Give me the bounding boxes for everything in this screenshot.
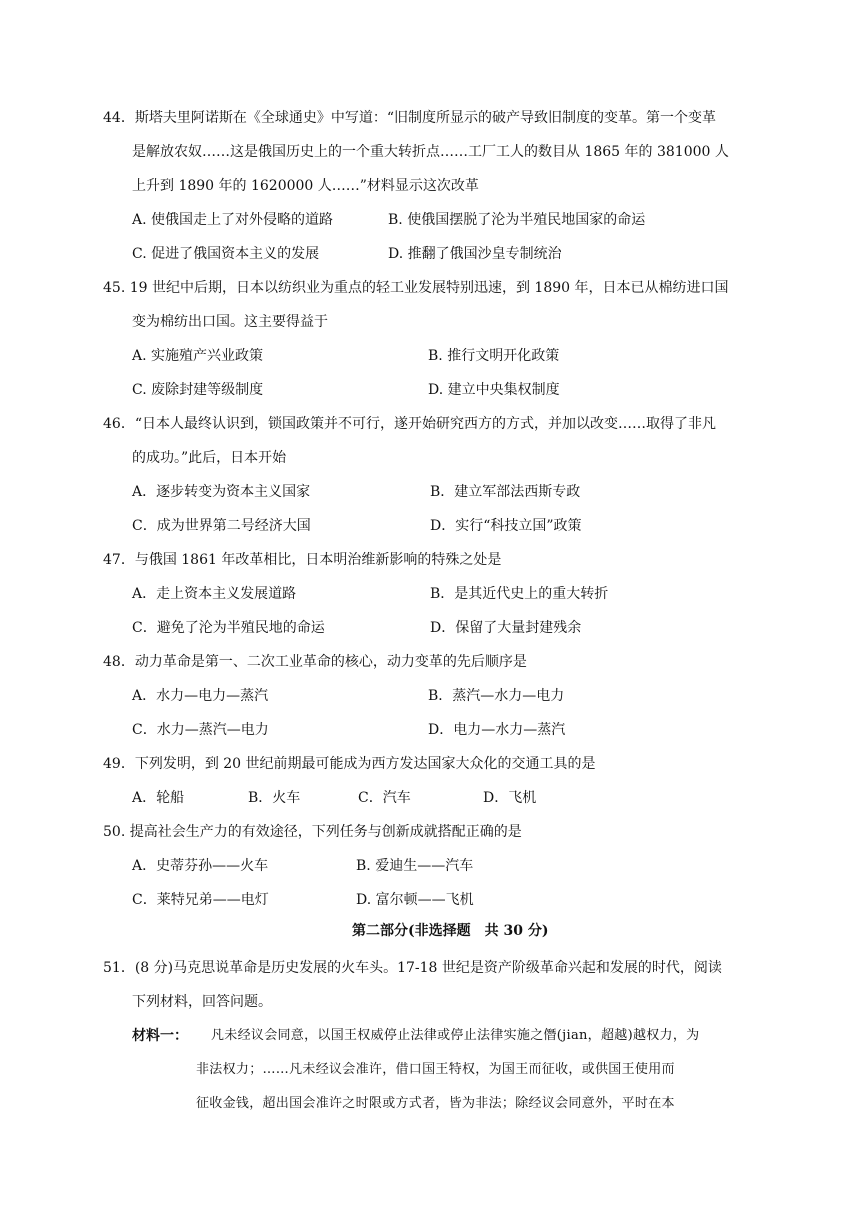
question-49-line-1: 49．下列发明，到 20 世纪前期最可能成为西方发达国家大众化的交通工具的是 <box>103 756 596 772</box>
question-47-option-d: D．保留了大量封建残余 <box>430 620 582 636</box>
material-one-line-2: 非法权力；……凡未经议会准许，借口国王特权，为国王而征收，或供国王使用而 <box>196 1062 675 1077</box>
section-two-heading: 第二部分(非选择题 共 30 分) <box>352 923 549 939</box>
question-45-option-b: B. 推行文明开化政策 <box>428 348 560 364</box>
question-44-option-d: D. 推翻了俄国沙皇专制统治 <box>388 246 562 262</box>
question-47-option-b: B．是其近代史上的重大转折 <box>430 586 609 602</box>
question-44-option-a: A. 使俄国走上了对外侵略的道路 <box>132 212 334 228</box>
question-47-line-1: 47．与俄国 1861 年改革相比，日本明治维新影响的特殊之处是 <box>103 552 502 568</box>
question-50-option-b: B. 爱迪生——汽车 <box>356 858 474 874</box>
material-one-line-1: 凡未经议会同意，以国王权威停止法律或停止法律实施之僭(jian，超越)越权力，为 <box>211 1028 700 1043</box>
question-46-option-b: B．建立军部法西斯专政 <box>430 484 581 500</box>
material-one-label: 材料一： <box>132 1028 188 1044</box>
question-48-option-b: B．蒸汽—水力—电力 <box>428 688 565 704</box>
question-51-line-1: 51．(8 分)马克思说革命是历史发展的火车头。17-18 世纪是资产阶级革命兴起和发展的时代，阅读 <box>103 960 722 976</box>
question-49-option-c: C．汽车 <box>358 790 411 806</box>
question-50-option-c: C．莱特兄弟——电灯 <box>132 892 269 908</box>
question-47-option-a: A．走上资本主义发展道路 <box>132 586 297 602</box>
question-46-line-1: 46．“日本人最终认识到，锁国政策并不可行，遂开始研究西方的方式，并加以改变……取得了非凡 <box>103 416 716 432</box>
question-45-option-d: D. 建立中央集权制度 <box>428 382 560 398</box>
question-46-option-d: D．实行“科技立国”政策 <box>430 518 582 534</box>
material-one-line-3: 征收金钱，超出国会准许之时限或方式者，皆为非法；除经议会同意外，平时在本 <box>196 1096 675 1111</box>
question-49-option-b: B．火车 <box>248 790 301 806</box>
question-46-option-c: C．成为世界第二号经济大国 <box>132 518 311 534</box>
question-44-option-b: B. 使俄国摆脱了沦为半殖民地国家的命运 <box>388 212 646 228</box>
question-45-line-2: 变为棉纺出口国。这主要得益于 <box>132 314 328 330</box>
question-48-line-1: 48．动力革命是第一、二次工业革命的核心，动力变革的先后顺序是 <box>103 654 527 670</box>
question-45-option-a: A. 实施殖产兴业政策 <box>132 348 264 364</box>
question-49-option-a: A．轮船 <box>132 790 185 806</box>
question-44-line-2: 是解放农奴……这是俄国历史上的一个重大转折点……工厂工人的数目从 1865 年的 381000 人 <box>132 144 729 160</box>
question-50-option-d: D. 富尔顿——飞机 <box>356 892 474 908</box>
question-50-option-a: A．史蒂芬孙——火车 <box>132 858 269 874</box>
question-48-option-d: D．电力—水力—蒸汽 <box>428 722 566 738</box>
question-50-line-1: 50. 提高社会生产力的有效途径，下列任务与创新成就搭配正确的是 <box>103 824 522 840</box>
question-47-option-c: C．避免了沦为半殖民地的命运 <box>132 620 325 636</box>
question-46-line-2: 的成功。”此后，日本开始 <box>132 450 287 466</box>
question-49-option-d: D．飞机 <box>483 790 537 806</box>
question-48-option-a: A．水力—电力—蒸汽 <box>132 688 269 704</box>
question-44-option-c: C. 促进了俄国资本主义的发展 <box>132 246 320 262</box>
question-45-line-1: 45. 19 世纪中后期，日本以纺织业为重点的轻工业发展特别迅速，到 1890 年，日本已从棉纺进口国 <box>103 280 729 296</box>
question-44-line-1: 44．斯塔夫里阿诺斯在《全球通史》中写道：“旧制度所显示的破产导致旧制度的变革。第一个变革 <box>103 110 716 126</box>
question-48-option-c: C．水力—蒸汽—电力 <box>132 722 269 738</box>
question-44-line-3: 上升到 1890 年的 1620000 人……”材料显示这次改革 <box>132 178 479 194</box>
question-46-option-a: A．逐步转变为资本主义国家 <box>132 484 311 500</box>
question-51-line-2: 下列材料，回答问题。 <box>132 994 272 1010</box>
question-45-option-c: C. 废除封建等级制度 <box>132 382 264 398</box>
